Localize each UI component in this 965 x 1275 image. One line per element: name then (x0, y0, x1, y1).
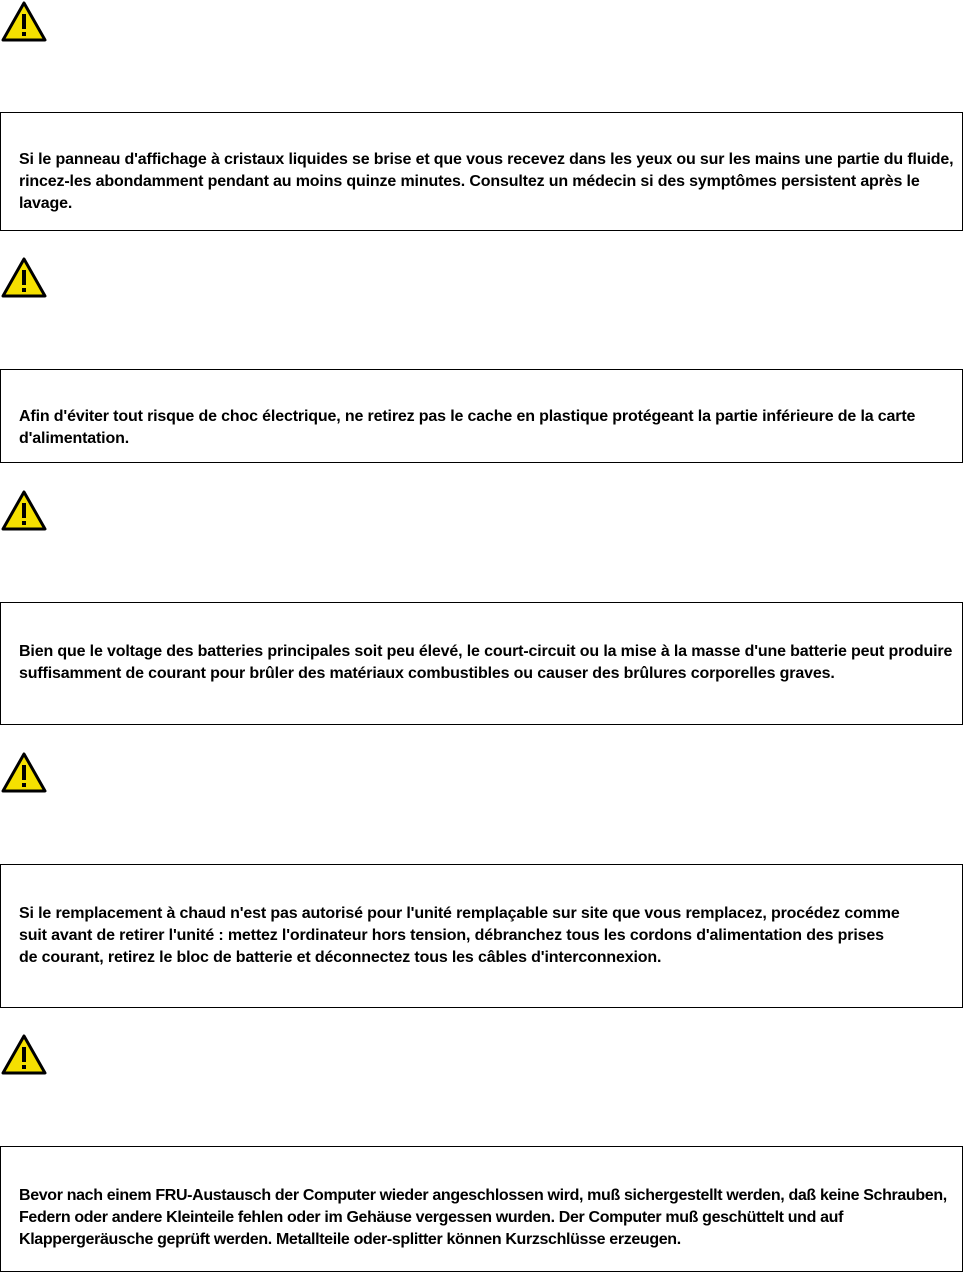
warning-text-1: Si le panneau d'affichage à cristaux liquides se brise et que vous recevez dans les yeux ou sur les mains une partie du fluide, rincez-les abondamment pendant au moins quinze minutes. Consultez un médecin si des symptômes persistent après le lavage. (19, 151, 954, 212)
warning-box-1 (0, 112, 963, 231)
warning-text-5: Bevor nach einem FRU-Austausch der Computer wieder angeschlossen wird, muß sichergestellt werden, daß keine Schrauben, Federn oder andere Kleinteile fehlen oder im Gehäuse vergessen wurden. Der Computer muß geschüttelt und auf Klappergeräusche geprüft werden. Metallteile oder-splitter können Kurzschlüsse erzeugen. (19, 1187, 947, 1248)
caution-triangle-icon (1, 489, 47, 531)
warning-box-4 (0, 864, 963, 1008)
warning-text-4: Si le remplacement à chaud n'est pas autorisé pour l'unité remplaçable sur site que vous remplacez, procédez comme suit avant de retirer l'unité : mettez l'ordinateur hors tension, débranchez tous les cordons d'alimentation des prises de courant, retirez le bloc de batterie et déconnectez tous les câbles d'interconnexion. (19, 905, 900, 966)
warning-box-2 (0, 369, 963, 463)
warning-text-3: Bien que le voltage des batteries principales soit peu élevé, le court-circuit ou la mise à la masse d'une batterie peut produire suffisamment de courant pour brûler des matériaux combustibles ou causer des brûlures corporelles graves. (19, 643, 953, 682)
caution-triangle-icon (1, 1033, 47, 1075)
warning-text-2: Afin d'éviter tout risque de choc électrique, ne retirez pas le cache en plastique protégeant la partie inférieure de la carte d'alimentation. (19, 408, 916, 447)
caution-triangle-icon (1, 256, 47, 298)
warning-box-3 (0, 602, 963, 725)
caution-triangle-icon (1, 751, 47, 793)
caution-triangle-icon (1, 0, 47, 42)
warning-box-5 (0, 1146, 963, 1272)
